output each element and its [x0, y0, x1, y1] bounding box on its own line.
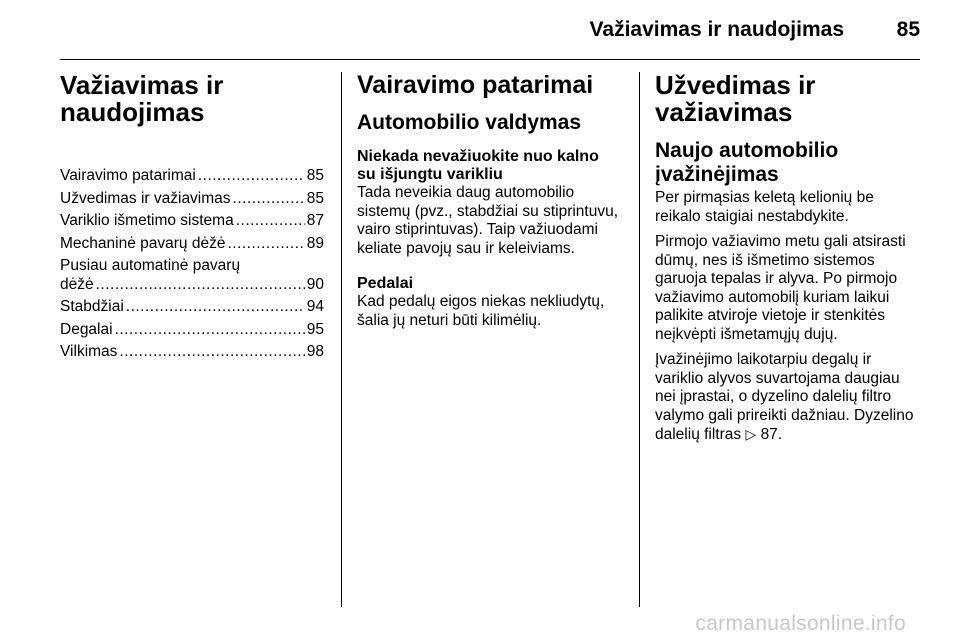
toc-entry[interactable]: Stabdžiai ..... 94 [60, 298, 324, 317]
toc-entry[interactable]: Degalai ..... 95 [60, 321, 324, 340]
toc-entry[interactable]: Variklio išmetimo sistema ..... 87 [60, 212, 324, 231]
page-reference-arrow-icon[interactable]: ▷ [745, 426, 757, 442]
body-text: Įvažinėjimo laikotarpiu degalų ir variklio alyvos suvartojama daugiau nei įprastai, o dyzelino dalelių filtro valymo gali prireikti dažniau. Dyzelino dalelių filtras ▷ 87. [655, 351, 914, 443]
toc-entry[interactable]: Užvedimas ir važiavimas ..... 85 [60, 190, 324, 209]
column-divider [639, 72, 640, 607]
page-reference[interactable]: 87. [760, 426, 783, 443]
toc-entry[interactable]: Pusiau automatinė pavarų dėžė ..... 90 [60, 257, 324, 294]
running-header-title: Važiavimas ir naudojimas [589, 18, 844, 41]
topic-heading: Niekada nevažiuokite nuo kalno su išjungtu varikliu [357, 148, 599, 183]
starting-driving-column [655, 72, 923, 445]
page-number: 85 [896, 18, 920, 41]
table-of-contents [60, 167, 324, 362]
header-rule [60, 59, 920, 60]
body-text: Pirmojo važiavimo metu gali atsirasti dūmų, nes iš išmetimo sistemos garuoja tepalas ir alyva. Po pirmojo važiavimo automobilį kuriam laikui palikite atviroje vietoje ir stenkitės neįkvėpti išmetamųjų dujų. [655, 233, 906, 343]
body-text: Kad pedalų eigos niekas nekliudytų, šalia jų neturi būti kilimėlių. [357, 293, 605, 329]
topic-heading: Pedalai [357, 275, 414, 292]
body-text: Tada neveikia daug automobilio sistemų (pvz., stabdžiai su stiprintuvu, vairo stiprintuvas). Taip važiuodami keliate pavojų sau ir keleiviams. [357, 184, 619, 257]
toc-entry[interactable]: Vairavimo patarimai ..... 85 [60, 167, 324, 186]
chapter-title: Važiavimas ir naudojimas [60, 70, 224, 127]
subsection-heading: Naujo automobilio įvažinėjimas [655, 139, 839, 186]
chapter-toc-column [60, 72, 324, 366]
toc-entry[interactable]: Mechaninė pavarų dėžė ..... 89 [60, 235, 324, 254]
section-heading: Vairavimo patarimai [357, 71, 594, 99]
page-header [60, 14, 920, 56]
toc-entry[interactable]: Vilkimas ..... 98 [60, 343, 324, 362]
body-text: Per pirmąsias keletą kelionių be reikalo staigiai nestabdykite. [655, 189, 874, 225]
watermark: carmanualsonline.info [695, 612, 906, 635]
subsection-heading: Automobilio valdymas [357, 111, 582, 134]
section-heading: Užvedimas ir važiavimas [655, 70, 816, 127]
driving-tips-column [357, 72, 625, 330]
column-divider [341, 72, 342, 607]
